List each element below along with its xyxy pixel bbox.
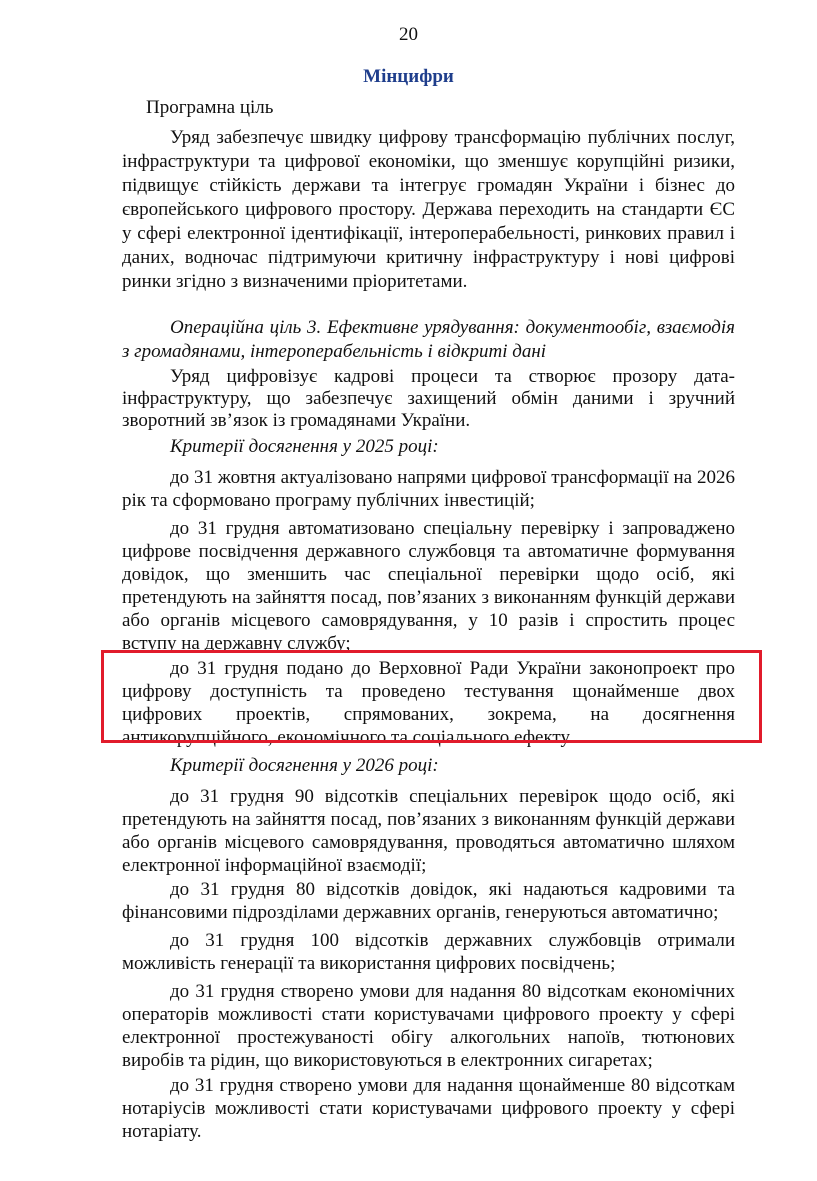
program-goal-section: [122, 126, 735, 294]
highlight-box: [101, 650, 762, 743]
criteria-2026-text: до 31 грудня створено умови для надання 80 відсоткам економічних операторів можливості стати користувачами цифрового проекту у сфері електронної простежуваності обігу алкогольних напоїв, тютюнових виробів та рідин, що використовуються в електронних сигаретах;: [122, 981, 735, 1071]
criteria-2025-label: Критерії досягнення у 2025 році:: [170, 436, 439, 457]
operational-goal-title: Операційна ціль 3. Ефективне урядування: документообіг, взаємодія з громадянами, інтероперабельність і відкриті дані: [122, 317, 735, 362]
criteria-2026-text: до 31 грудня 80 відсотків довідок, які надаються кадровими та фінансовими підрозділами державних органів, генеруються автоматично;: [122, 879, 735, 923]
criteria-2026-text: до 31 грудня 100 відсотків державних службовців отримали можливість генерації та використання цифрових посвідчень;: [122, 930, 735, 974]
criteria-2025-heading: [122, 436, 735, 458]
criteria-2025-item: [122, 517, 735, 655]
criteria-2026-item: [122, 980, 735, 1072]
criteria-2025-text: до 31 грудня подано до Верховної Ради України законопроект про цифрову доступність та проведено тестування щонайменше двох цифрових проектів, спрямованих, зокрема, на досягнення антикорупційного, економічного та соціального ефекту.: [122, 658, 735, 748]
criteria-2025-text: до 31 грудня автоматизовано спеціальну перевірку і запроваджено цифрове посвідчення державного службовця та автоматичне формування довідок, що зменшить час спеціальної перевірки щодо осіб, які претендують на зайняття посад, пов’язаних з виконанням функцій держави або органів місцевого самоврядування, у 10 разів і спростить процес вступу на державну службу;: [122, 518, 735, 654]
page-number: 20: [399, 24, 418, 45]
operational-goal-section: [122, 316, 735, 364]
criteria-2025-text: до 31 жовтня актуалізовано напрями цифрової трансформації на 2026 рік та сформовано програму публічних інвестицій;: [122, 467, 735, 511]
criteria-2026-text: до 31 грудня створено умови для надання щонайменше 80 відсоткам нотаріусів можливості стати користувачами цифрового проекту у сфері нотаріату.: [122, 1075, 735, 1142]
criteria-2026-item: [122, 785, 735, 877]
ministry-heading: Мінцифри: [363, 66, 454, 87]
criteria-2026-item: [122, 1074, 735, 1143]
criteria-2026-item: [122, 929, 735, 975]
criteria-2026-text: до 31 грудня 90 відсотків спеціальних перевірок щодо осіб, які претендують на зайняття посад, пов’язаних з виконанням функцій держави або органів місцевого самоврядування, проводяться автоматично шляхом електронної інформаційної взаємодії;: [122, 786, 735, 876]
criteria-2026-item: [122, 878, 735, 924]
program-goal-label: Програмна ціль: [146, 97, 274, 118]
criteria-2026-heading: [122, 755, 735, 777]
criteria-2026-label: Критерії досягнення у 2026 році:: [170, 755, 439, 776]
program-goal-text: Уряд забезпечує швидку цифрову трансформацію публічних послуг, інфраструктури та цифрової економіки, що зменшує корупційні ризики, підвищує стійкість держави та інтегрує громадян України і бізнес до європейського цифрового простору. Держава переходить на стандарти ЄС у сфері електронної ідентифікації, інтероперабельності, ринкових правил і даних, водночас підтримуючи критичну інфраструктуру і нові цифрові ринки згідно з визначеними пріоритетами.: [122, 127, 735, 292]
operational-goal-description-section: [122, 366, 735, 432]
operational-goal-text: Уряд цифровізує кадрові процеси та створює прозору дата-інфраструктуру, що забезпечує захищений обмін даними і зручний зворотний зв’язок із громадянами України.: [122, 366, 735, 431]
criteria-2025-item: [122, 466, 735, 512]
